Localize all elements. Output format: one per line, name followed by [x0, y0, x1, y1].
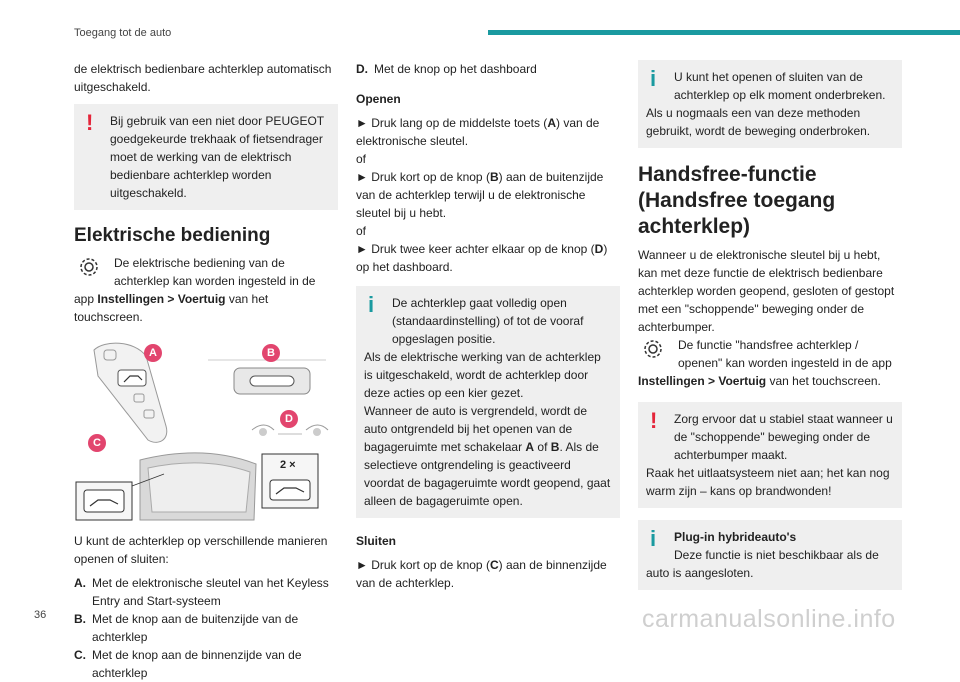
gear-icon: [74, 254, 104, 280]
interior-tailgate-drawing: [76, 453, 256, 520]
settings-tail: van het touchscreen.: [74, 292, 269, 324]
gear-icon: [638, 336, 668, 362]
info-text-3: Wanneer de auto is vergrendeld, wordt de auto ontgrendeld bij het openen van de bagageruimte met schakelaar A of B. Als de selectieve ontgrendeling is geactiveerd voordat de bagageruimte wordt geopend, gaat alleen de bagageruimte open.: [364, 404, 611, 508]
handsfree-paragraph: Wanneer u de elektronische sleutel bij u hebt, kan met deze functie de elektrisch bedienbare achterklep worden geopend, gesloten of gestopt met een "schoppende" beweging onder de achterbumper.: [638, 248, 895, 334]
info-text-1: De achterklep gaat volledig open (standaardinstelling) of tot de vooraf opgeslagen positie.: [392, 296, 584, 346]
info-icon: i: [650, 66, 657, 91]
list-key: C.: [74, 648, 86, 662]
header-accent-bar: [488, 30, 960, 35]
header-title: Toegang tot de auto: [74, 27, 172, 39]
info-box-hybrid: [638, 520, 902, 590]
info-text-2: Als de elektrische werking van de achterklep is uitgeschakeld, wordt de achterklep door deze acties op een kier gezet.: [364, 350, 601, 400]
tailgate-controls-figure: [74, 336, 338, 520]
column-2: [356, 60, 620, 592]
column-1: [74, 60, 338, 682]
info-box-open: [356, 286, 620, 518]
or-text-2: of: [356, 224, 367, 238]
page-number: 36: [34, 609, 47, 621]
warning-box-towbar: [74, 104, 338, 210]
list-value: Met de elektronische sleutel van het Keyless Entry and Start-systeem: [92, 576, 329, 608]
settings-path: Instellingen > Voertuig: [97, 292, 226, 306]
warning-icon: !: [650, 408, 658, 433]
info-icon: i: [650, 526, 657, 551]
warning-icon: !: [86, 110, 94, 135]
list-value: Met de knop aan de binnenzijde van de achterklep: [92, 648, 302, 680]
settings-path: Instellingen > Voertuig: [638, 374, 767, 388]
method-list: [74, 574, 338, 682]
settings-text: De elektrische bediening van de achterklep kan worden ingesteld in de app: [74, 256, 316, 306]
exterior-button-drawing: [208, 360, 326, 394]
open-step-3: ► Druk twee keer achter elkaar op de knop (D) op het dashboard.: [356, 242, 608, 274]
intro-text: de elektrisch bedienbare achterklep automatisch uitgeschakeld.: [74, 62, 332, 94]
press-twice-label: 2 ×: [280, 459, 296, 471]
open-step-2: ► Druk kort op de knop (B) aan de buitenzijde van de achterklep terwijl u de elektronische sleutel bij u hebt.: [356, 170, 604, 220]
figure-illustration: [74, 336, 338, 520]
info-interrupt-2: Als u nogmaals een van deze methoden gebruikt, wordt de beweging onderbroken.: [646, 106, 871, 138]
list-key: A.: [74, 576, 86, 590]
figure-label-b: B: [262, 344, 280, 362]
info-icon: i: [368, 292, 375, 317]
hybrid-text: Deze functie is niet beschikbaar als de auto is aangesloten.: [646, 548, 879, 580]
warning-box-kick: [638, 402, 902, 508]
watermark: carmanualsonline.info: [642, 605, 896, 633]
section-heading-handsfree: Handsfree-functie (Handsfree toegang achterklep): [638, 163, 836, 238]
ways-intro: U kunt de achterklep op verschillende manieren openen of sluiten:: [74, 534, 328, 566]
close-heading: Sluiten: [356, 534, 397, 548]
settings-text: De functie "handsfree achterklep / openen" kan worden ingesteld in de app: [678, 338, 892, 370]
settings-note: [74, 254, 338, 326]
handsfree-settings-note: [638, 336, 902, 390]
or-text-1: of: [356, 152, 367, 166]
close-step: ► Druk kort op de knop (C) aan de binnenzijde van de achterklep.: [356, 558, 607, 590]
warning-kick-2: Raak het uitlaatsysteem niet aan; het kan nog warm zijn – kans op brandwonden!: [646, 466, 890, 498]
section-heading-electric: Elektrische bediening: [74, 225, 271, 246]
hybrid-title: Plug-in hybrideauto's: [674, 530, 797, 544]
warning-kick-1: Zorg ervoor dat u stabiel staat wanneer u de "schoppende" beweging onder de achterbumper maakt.: [674, 412, 893, 462]
info-interrupt-1: U kunt het openen of sluiten van de achterklep op elk moment onderbreken.: [674, 70, 886, 102]
column-3: [638, 60, 902, 598]
list-value: Met de knop op het dashboard: [374, 62, 537, 76]
list-item-d: [356, 60, 620, 78]
warning-text: Bij gebruik van een niet door PEUGEOT goedgekeurde trekhaak of fietsendrager moet de werking van de elektrisch bedienbare achterklep worden uitgeschakeld.: [110, 114, 324, 200]
list-key: D.: [356, 62, 368, 76]
settings-tail: van het touchscreen.: [766, 374, 881, 388]
list-key: B.: [74, 612, 86, 626]
open-step-1: ► Druk lang op de middelste toets (A) van de elektronische sleutel.: [356, 116, 600, 148]
list-item: [74, 646, 338, 682]
open-heading: Openen: [356, 92, 401, 106]
list-item: [74, 574, 338, 610]
figure-label-d: D: [280, 410, 298, 428]
list-value: Met de knop aan de buitenzijde van de achterklep: [92, 612, 299, 644]
figure-label-a: A: [144, 344, 162, 362]
figure-label-c: C: [88, 434, 106, 452]
list-item: [74, 610, 338, 646]
info-box-interrupt: [638, 60, 902, 148]
